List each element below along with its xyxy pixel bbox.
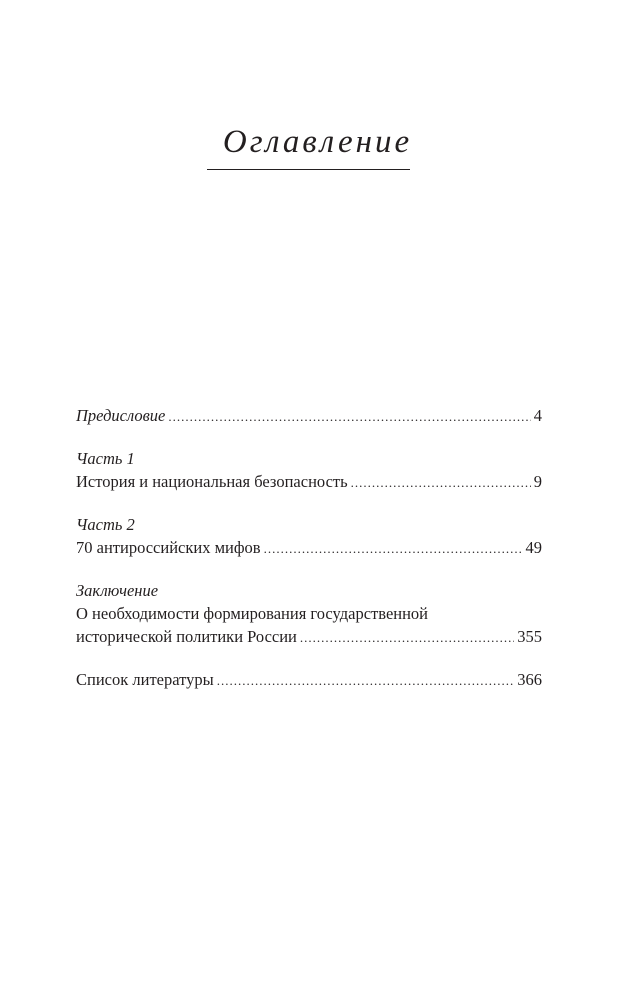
toc-entry-part1[interactable] — [76, 447, 542, 494]
dot-leader — [300, 626, 514, 649]
toc-entry-title: Предисловие — [76, 406, 166, 425]
toc-entry-title: История и национальная безопасность — [76, 472, 348, 491]
toc-page-number: 4 — [533, 406, 542, 425]
toc-line — [76, 625, 542, 649]
toc-page-number: 366 — [517, 670, 542, 689]
page-title: Оглавление — [222, 124, 413, 160]
toc-page-number: 355 — [517, 627, 542, 646]
toc-part-label: Часть 2 — [76, 515, 135, 534]
table-of-contents — [76, 404, 542, 711]
dot-leader — [168, 405, 530, 428]
toc-line — [76, 536, 542, 560]
toc-entry-conclusion[interactable] — [76, 579, 542, 649]
toc-entry-bibliography[interactable] — [76, 668, 542, 692]
toc-entry-title-line1: О необходимости формирования государственной — [76, 604, 429, 623]
dot-leader — [217, 669, 515, 692]
toc-part-label: Заключение — [76, 581, 159, 600]
toc-line — [76, 470, 542, 494]
title-underline — [207, 169, 410, 170]
toc-line — [76, 668, 542, 692]
toc-entry-preface[interactable] — [76, 404, 542, 428]
toc-line — [76, 404, 542, 428]
toc-entry-title: Список литературы — [76, 670, 214, 689]
toc-page-number: 9 — [533, 472, 542, 491]
toc-part-label: Часть 1 — [76, 449, 135, 468]
toc-entry-title-line2: исторической политики России — [76, 627, 297, 646]
toc-page-number: 49 — [525, 538, 542, 557]
dot-leader — [351, 471, 531, 494]
dot-leader — [264, 537, 523, 560]
toc-entry-title: 70 антироссийских мифов — [76, 538, 261, 557]
toc-entry-part2[interactable] — [76, 513, 542, 560]
